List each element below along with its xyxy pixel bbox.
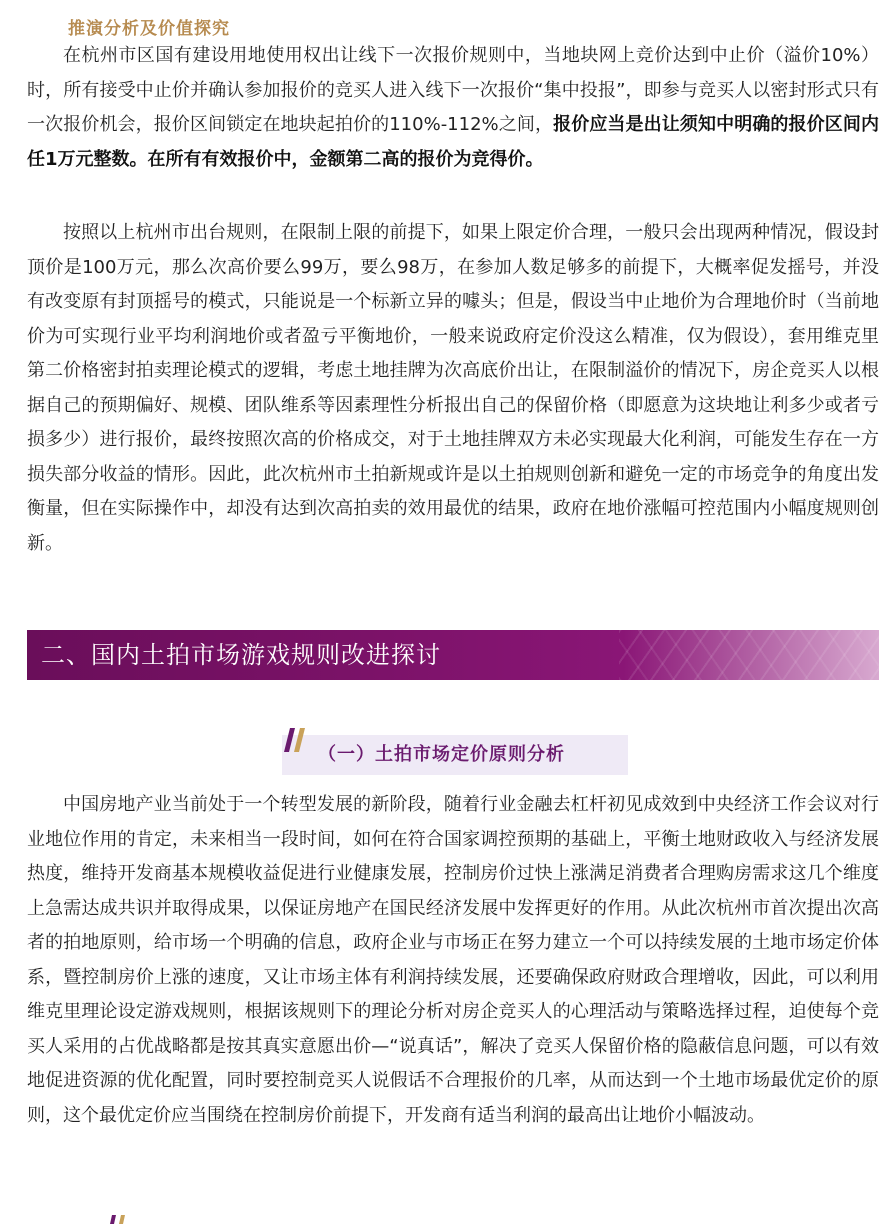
section-banner xyxy=(27,630,879,680)
paragraph-analysis: 按照以上杭州市出台规则，在限制上限的前提下，如果上限定价合理，一般只会出现两种情况，假设封顶价是100万元，那么次高价要么99万，要么98万，在参加人数足够多的前提下，大概率促发摇号，并没有改变原有封顶摇号的模式，只能说是一个标新立异的噱头；但是，假设当中止地价为合理地价时（当前地价为可实现行业平均利润地价或者盈亏平衡地价，一般来说政府定价没这么精准，仅为假设），套用维克里第二价格密封拍卖理论模式的逻辑，考虑土地挂牌为次高底价出让，在限制溢价的情况下，房企竞买人以根据自己的预期偏好、规模、团队维系等因素理性分析报出自己的保留价格（即愿意为这块地让利多少或者亏损多少）进行报价，最终按照次高的价格成交，对于土地挂牌双方未必实现最大化利润，可能发生存在一方损失部分收益的情形。因此，此次杭州市土拍新规或许是以土拍规则创新和避免一定的市场竞争的角度出发衡量，但在实际操作中，却没有达到次高拍卖的效用最优的结果，政府在地价涨幅可控范围内小幅度规则创新。 xyxy=(27,222,879,554)
paragraph-auction-rule-bold: 报价应当是出让须知中明确的报价区间内任1万元整数。在所有有效报价中，金额第二高的报价为竞得价。 xyxy=(27,114,879,170)
slash-marks-icon xyxy=(284,726,308,754)
slash-marks-icon xyxy=(108,1215,128,1224)
section-title: 二、国内土拍市场游戏规则改进探讨 xyxy=(41,641,441,669)
paragraph-auction-rule-text: 在杭州市区国有建设用地使用权出让线下一次报价规则中，当地块网上竞价达到中止价（溢价10%）时，所有接受中止价并确认参加报价的竞买人进入线下一次报价“集中投报”，即参与竞买人以密封形式只有一次报价机会，报价区间锁定在地块起拍价的110%-112%之间， xyxy=(27,45,879,135)
subheading: 推演分析及价值探究 xyxy=(68,19,230,39)
paragraph-auction-rule xyxy=(27,39,879,177)
paragraph-pricing-principle: 中国房地产业当前处于一个转型发展的新阶段，随着行业金融去杠杆初见成效到中央经济工作会议对行业地位作用的肯定，未来相当一段时间，如何在符合国家调控预期的基础上，平衡土地财政收入与经济发展热度，维持开发商基本规模收益促进行业健康发展，控制房价过快上涨满足消费者合理购房需求这几个维度上急需达成共识并取得成果，以保证房地产在国民经济发展中发挥更好的作用。从此次杭州市首次提出次高者的拍地原则，给市场一个明确的信息，政府企业与市场正在努力建立一个可以持续发展的土地市场定价体系，暨控制房价上涨的速度，又让市场主体有利润持续发展，还要确保政府财政合理增收，因此，可以利用维克里理论设定游戏规则，根据该规则下的理论分析对房企竞买人的心理活动与策略选择过程，迫使每个竞买人采用的占优战略都是按其真实意愿出价—“说真话”，解决了竞买人保留价格的隐蔽信息问题，可以有效地促进资源的优化配置，同时要控制竞买人说假话不合理报价的几率，从而达到一个土地市场最优定价的原则，这个最优定价应当围绕在控制房价前提下，开发商有适当利润的最高出让地价小幅波动。 xyxy=(27,794,879,1126)
subsection-title: （一）土拍市场定价原则分析 xyxy=(318,744,565,765)
